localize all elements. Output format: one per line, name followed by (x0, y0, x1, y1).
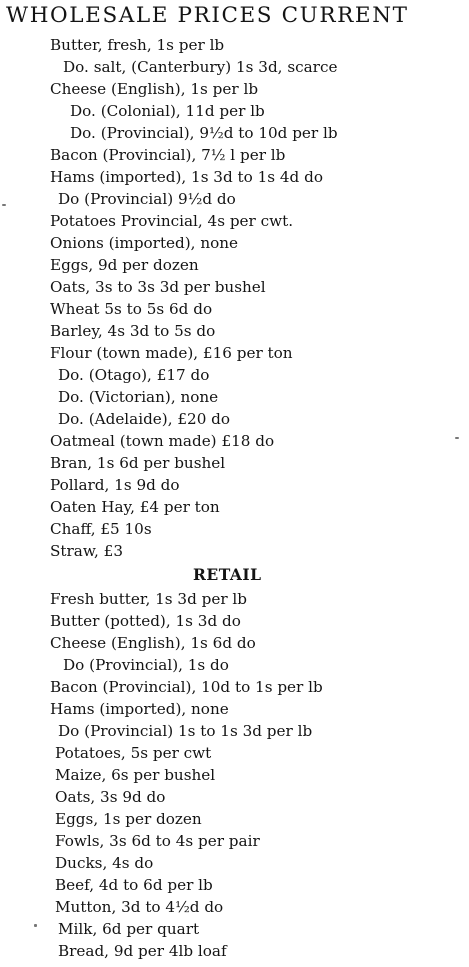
list-item: Do (Provincial) 9½d do (58, 190, 236, 208)
page-title: WHOLESALE PRICES CURRENT (6, 3, 409, 28)
list-item: Bacon (Provincial), 10d to 1s per lb (50, 678, 323, 696)
list-item: Chaff, £5 10s (50, 520, 152, 538)
list-item: Do. (Provincial), 9½d to 10d per lb (70, 124, 338, 142)
list-item: Butter, fresh, 1s per lb (50, 36, 225, 54)
list-item: Do (Provincial), 1s do (63, 656, 229, 674)
list-item: Oats, 3s 9d do (55, 788, 166, 806)
list-item: Cheese (English), 1s per lb (50, 80, 259, 98)
print-speck (34, 924, 37, 927)
list-item: Oatmeal (town made) £18 do (50, 432, 275, 450)
list-item: Hams (imported), none (50, 700, 229, 718)
print-speck (455, 437, 459, 439)
list-item: Fowls, 3s 6d to 4s per pair (55, 832, 260, 850)
print-speck (2, 204, 6, 206)
list-item: Butter (potted), 1s 3d do (50, 612, 241, 630)
list-item: Fresh butter, 1s 3d per lb (50, 590, 248, 608)
list-item: Eggs, 1s per dozen (55, 810, 202, 828)
list-item: Onions (imported), none (50, 234, 239, 252)
list-item: Barley, 4s 3d to 5s do (50, 322, 216, 340)
list-item: Cheese (English), 1s 6d do (50, 634, 256, 652)
list-item: Beef, 4d to 6d per lb (55, 876, 213, 894)
list-item: Flour (town made), £16 per ton (50, 344, 293, 362)
list-item: Milk, 6d per quart (58, 920, 200, 938)
list-item: Hams (imported), 1s 3d to 1s 4d do (50, 168, 323, 186)
list-item: Bran, 1s 6d per bushel (50, 454, 226, 472)
list-item: Ducks, 4s do (55, 854, 154, 872)
list-item: Wheat 5s to 5s 6d do (50, 300, 213, 318)
list-item: Mutton, 3d to 4½d do (55, 898, 224, 916)
list-item: Potatoes, 5s per cwt (55, 744, 212, 762)
list-item: Do. salt, (Canterbury) 1s 3d, scarce (63, 58, 338, 76)
list-item: Bread, 9d per 4lb loaf (58, 942, 227, 960)
list-item: Do. (Otago), £17 do (58, 366, 210, 384)
list-item: Straw, £3 (50, 542, 123, 560)
list-item: Oaten Hay, £4 per ton (50, 498, 220, 516)
list-item: Bacon (Provincial), 7½ l per lb (50, 146, 286, 164)
list-item: Pollard, 1s 9d do (50, 476, 180, 494)
list-item: Do. (Adelaide), £20 do (58, 410, 231, 428)
list-item: Do (Provincial) 1s to 1s 3d per lb (58, 722, 313, 740)
section-heading-retail: RETAIL (193, 565, 262, 584)
list-item: Do. (Colonial), 11d per lb (70, 102, 265, 120)
list-item: Potatoes Provincial, 4s per cwt. (50, 212, 294, 230)
list-item: Do. (Victorian), none (58, 388, 219, 406)
list-item: Eggs, 9d per dozen (50, 256, 199, 274)
list-item: Maize, 6s per bushel (55, 766, 216, 784)
list-item: Oats, 3s to 3s 3d per bushel (50, 278, 266, 296)
